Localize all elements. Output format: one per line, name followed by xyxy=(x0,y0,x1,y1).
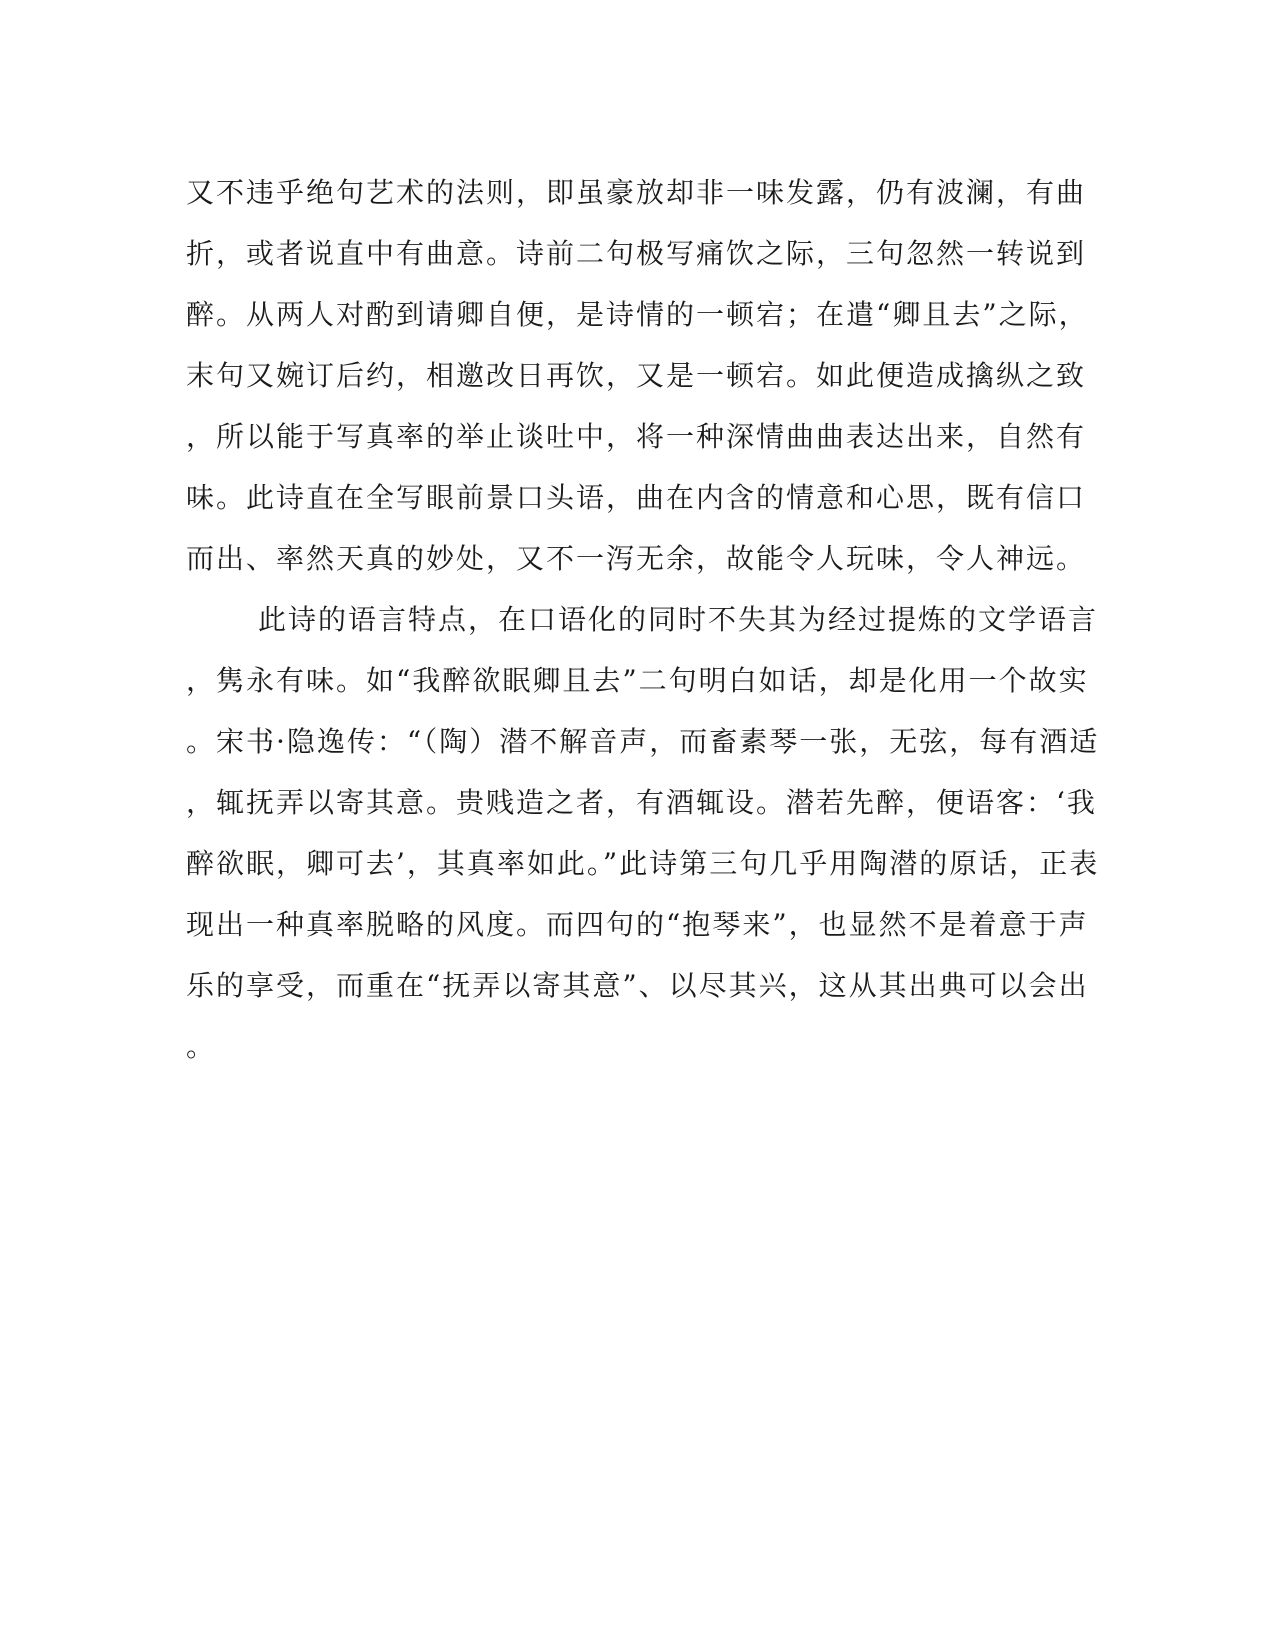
text-line: 。 xyxy=(186,1030,217,1063)
text-line: 醉。从两人对酌到请卿自便，是诗情的一顿宕；在遣“卿且去”之际， xyxy=(186,298,1089,331)
text-line: ，所以能于写真率的举止谈吐中，将一种深情曲曲表达出来，自然有 xyxy=(186,420,1087,453)
text-line: 此诗的语言特点，在口语化的同时不失其为经过提炼的文学语言 xyxy=(258,603,1099,636)
text-line: 味。此诗直在全写眼前景口头语，曲在内含的情意和心思，既有信口 xyxy=(186,481,1087,514)
text-line: ，隽永有味。如“我醉欲眠卿且去”二句明白如话，却是化用一个故实 xyxy=(186,664,1089,697)
text-line: 末句又婉订后约，相邀改日再饮，又是一顿宕。如此便造成擒纵之致 xyxy=(186,359,1087,392)
text-line: 。宋书·隐逸传：“（陶）潜不解音声，而畜素琴一张，无弦，每有酒适 xyxy=(186,725,1100,758)
text-line: 现出一种真率脱略的风度。而四句的“抱琴来”，也显然不是着意于声 xyxy=(186,908,1089,941)
text-line: ，辄抚弄以寄其意。贵贱造之者，有酒辄设。潜若先醉，便语客：‘我 xyxy=(186,786,1097,819)
text-line: 而出、率然天真的妙处，又不一泻无余，故能令人玩味，令人神远。 xyxy=(186,542,1087,575)
paragraph-1 xyxy=(186,162,1089,589)
text-line: 折，或者说直中有曲意。诗前二句极写痛饮之际，三句忽然一转说到 xyxy=(186,237,1087,270)
paragraph-2 xyxy=(186,589,1100,1077)
text-line: 乐的享受，而重在“抚弄以寄其意”、以尽其兴，这从其出典可以会出 xyxy=(186,969,1089,1002)
text-line: 醉欲眠，卿可去’，其真率如此。”此诗第三句几乎用陶潜的原话，正表 xyxy=(186,847,1100,880)
text-line: 又不违乎绝句艺术的法则，即虽豪放却非一味发露，仍有波澜，有曲 xyxy=(186,176,1087,209)
body-text xyxy=(186,162,1100,1077)
